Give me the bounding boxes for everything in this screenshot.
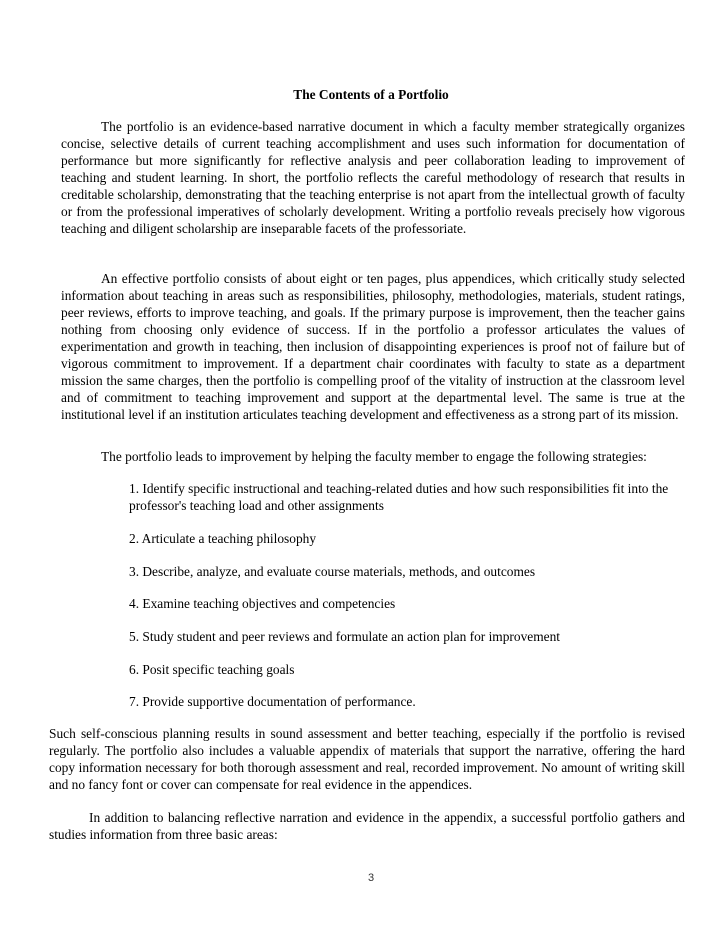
paragraph-planning: Such self-conscious planning results in sound assessment and better teaching, especially if the portfolio is revised regularly. The portfolio also includes a valuable appendix of materials that support the narrative, offering the hard copy information necessary for both thorough assessment and real, recorded improvement. No amount of writing skill and no fancy font or cover can compensate for real evidence in the appendices. <box>49 726 685 792</box>
paragraph-definition: The portfolio is an evidence-based narrative document in which a faculty member strategically organizes concise, selective details of current teaching accomplishment and uses such information for documentation of performance but more significantly for reflective analysis and peer collaboration leading to improvement of teaching and student learning. In short, the portfolio reflects the careful methodology of research that results in creditable scholarship, demonstrating that the teaching enterprise is not apart from the intellectual growth of faculty or from the professional imperatives of scholarly development. Writing a portfolio reveals precisely how vigorous teaching and diligent scholarship are inseparable facets of the professoriate. <box>61 119 685 236</box>
paragraph-effective-portfolio: An effective portfolio consists of about eight or ten pages, plus appendices, which critically study selected information about teaching in areas such as responsibilities, philosophy, methodologies, materials, student ratings, peer reviews, efforts to improve teaching, and goals. If the primary purpose is improvement, then the teacher gains nothing from choosing only evidence of success. If in the portfolio a professor articulates the values of experimentation and growth in teaching, then inclusion of disappointing experiences is proof not of failure but of vigorous commitment to improvement. If a department chair coordinates with faculty to state as a department mission the same charges, then the portfolio is compelling proof of the vitality of instruction at the classroom level and of commitment to teaching improvement and support at the departmental level. The same is true at the institutional level if an institution articulates teaching development and effectiveness as a strong part of its mission. <box>61 271 685 422</box>
list-item: 2. Articulate a teaching philosophy <box>129 531 317 546</box>
list-item: 5. Study student and peer reviews and formulate an action plan for improvement <box>129 629 560 644</box>
list-item: 4. Examine teaching objectives and competencies <box>129 596 396 611</box>
list-item: 7. Provide supportive documentation of performance. <box>129 694 416 709</box>
paragraph-strategies-intro: The portfolio leads to improvement by helping the faculty member to engage the following strategies: <box>101 449 647 464</box>
list-item: 6. Posit specific teaching goals <box>129 662 295 677</box>
list-item: 1. Identify specific instructional and teaching-related duties and how such responsibilities fit into the professor's teaching load and other assignments <box>129 481 669 513</box>
list-item: 3. Describe, analyze, and evaluate course materials, methods, and outcomes <box>129 564 536 579</box>
page-title: The Contents of a Portfolio <box>293 87 449 102</box>
paragraph-three-areas: In addition to balancing reflective narration and evidence in the appendix, a successful portfolio gathers and studies information from three basic areas: <box>49 810 685 842</box>
page-number: 3 <box>367 872 375 884</box>
